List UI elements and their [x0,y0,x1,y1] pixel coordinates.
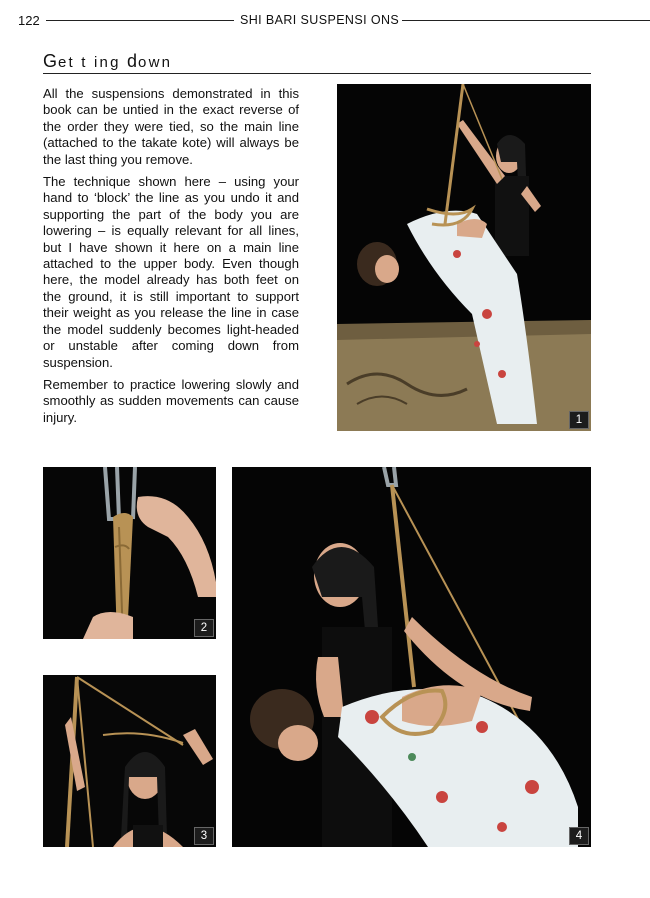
photo-number: 1 [569,411,589,429]
heading-part: et t ing [58,54,128,71]
photo-1 [337,84,591,431]
paragraph: Remember to practice lowering slowly and smoothly as sudden movements can cause injury. [43,376,299,425]
heading-initial: G [43,51,59,71]
photo-1-image [337,84,591,431]
photo-2 [43,467,216,639]
running-title: SHI BARI SUSPENSI ONS [240,13,400,27]
photo-3 [43,675,216,847]
photo-number: 3 [194,827,214,845]
body-text [43,86,299,432]
photo-number: 4 [569,827,589,845]
photo-2-image [43,467,216,639]
photo-number: 2 [194,619,214,637]
page-number: 122 [18,13,40,28]
heading-letter-d: d [127,51,139,71]
heading-rule [43,73,591,74]
photo-4-image [232,467,591,847]
photo-4 [232,467,591,847]
paragraph: The technique shown here – using your hand to ‘block’ the line as you undo it and supporting the part of the body you are lowering – is equally relevant for all lines, but I have shown it here on a main line attached to the upper body. Even though here, the model already has both feet on the ground, it is still important to support their weight as you release the line in case the model suddenly becomes light-headed or unstable after coming down from suspension. [43,174,299,370]
header-rule-right [402,20,650,21]
photo-3-image [43,675,216,847]
heading-rest: own [138,54,173,71]
header-rule-left [46,20,234,21]
paragraph: All the suspensions demonstrated in this book can be untied in the exact reverse of the order they were tied, so the main line (attached to the takate kote) will always be the last thing you remove. [43,86,299,167]
section-heading [43,51,172,72]
